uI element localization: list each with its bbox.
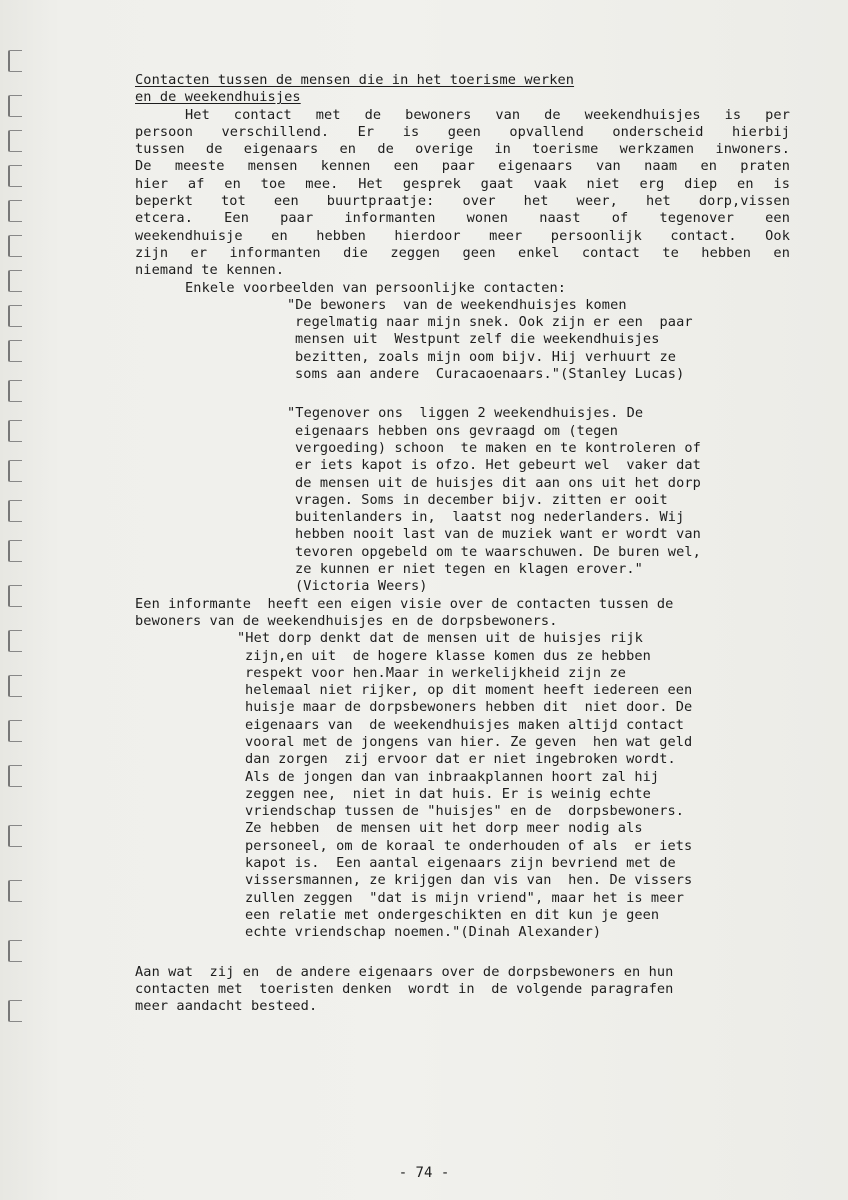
- binding-hole: [8, 585, 22, 607]
- quote-line: "De bewoners van de weekendhuisjes komen: [287, 296, 627, 313]
- quote-victoria-weers: [135, 405, 790, 595]
- quote-line: huisje maar de dorpsbewoners hebben dit niet door. De: [245, 699, 693, 716]
- paragraph-3: [135, 596, 790, 631]
- quote-line: respekt voor hen.Maar in werkelijkheid zijn ze: [245, 664, 627, 681]
- binding-hole: [8, 95, 22, 117]
- quote-line: vooral met de jongens van hier. Ze geven hen wat geld: [245, 733, 693, 750]
- text-line: Een informante heeft een eigen visie over de contacten tussen de: [135, 595, 674, 612]
- quote-line: eigenaars hebben ons gevraagd om (tegen: [295, 422, 619, 439]
- binding-hole: [8, 50, 22, 72]
- quote-line: soms aan andere Curacaoenaars."(Stanley Lucas): [295, 366, 685, 383]
- quote-line: hebben nooit last van de muziek want er wordt van: [295, 526, 701, 543]
- quote-stanley-lucas: [135, 297, 790, 383]
- quote-line: personeel, om de koraal te onderhouden of als er iets: [245, 837, 693, 854]
- quote-line: een relatie met ondergeschikten en dit kun je geen: [245, 906, 660, 923]
- quote-line: de mensen uit de huisjes dit aan ons uit het dorp: [295, 474, 701, 491]
- text-line: niemand te kennen.: [135, 262, 285, 279]
- text-line: Het contact met de bewoners van de weekendhuisjes is per: [185, 106, 790, 123]
- quote-line: bezitten, zoals mijn oom bijv. Hij verhuurt ze: [295, 348, 677, 365]
- binding-hole: [8, 420, 22, 442]
- quote-line: echte vriendschap noemen."(Dinah Alexander): [245, 924, 602, 941]
- quote-line: vragen. Soms in december bijv. zitten er ooit: [295, 491, 668, 508]
- binding-hole: [8, 940, 22, 962]
- quote-line: "Het dorp denkt dat de mensen uit de huisjes rijk: [237, 630, 643, 647]
- binding-hole: [8, 825, 22, 847]
- binding-hole: [8, 460, 22, 482]
- text-line: contacten met toeristen denken wordt in de volgende paragrafen: [135, 980, 674, 997]
- binding-hole: [8, 500, 22, 522]
- quote-line: tevoren opgebeld om te waarschuwen. De buren wel,: [295, 543, 701, 560]
- text-line: hier af en toe mee. Het gesprek gaat vaak niet erg diep en is: [135, 175, 790, 192]
- quote-line: zeggen nee, niet in dat huis. Er is weinig echte: [245, 785, 651, 802]
- text-line: meer aandacht besteed.: [135, 998, 318, 1015]
- quote-line: regelmatig naar mijn snek. Ook zijn er een paar: [295, 314, 693, 331]
- quote-line: er iets kapot is ofzo. Het gebeurt wel vaker dat: [295, 457, 701, 474]
- text-line: etcera. Een paar informanten wonen naast of tegenover een: [135, 210, 790, 227]
- text-line: persoon verschillend. Er is geen opvallend onderscheid hierbij: [135, 123, 790, 140]
- quote-line: zijn,en uit de hogere klasse komen dus ze hebben: [245, 647, 651, 664]
- text-line: beperkt tot een buurtpraatje: over het weer, het dorp,vissen: [135, 193, 790, 210]
- binding-hole: [8, 540, 22, 562]
- quote-dinah-alexander: [135, 630, 790, 941]
- quote-line: kapot is. Een aantal eigenaars zijn bevriend met de: [245, 855, 676, 872]
- text-line: De meeste mensen kennen een paar eigenaars van naam en praten: [135, 158, 790, 175]
- quote-line: ze kunnen er niet tegen en klagen erover.": [295, 561, 643, 578]
- quote-line: vriendschap tussen de "huisjes" en de dorpsbewoners.: [245, 803, 685, 820]
- binding-hole: [8, 765, 22, 787]
- quote-line: mensen uit Westpunt zelf die weekendhuisjes: [295, 331, 660, 348]
- quote-line: dan zorgen zij ervoor dat er niet ingebroken wordt.: [245, 751, 676, 768]
- quote-line: "Tegenover ons liggen 2 weekendhuisjes. De: [287, 405, 644, 422]
- binding-hole: [8, 720, 22, 742]
- binding-hole: [8, 675, 22, 697]
- binding-hole: [8, 630, 22, 652]
- quote-line: Als de jongen dan van inbraakplannen hoort zal hij: [245, 768, 660, 785]
- binding-hole: [8, 200, 22, 222]
- document-body: [135, 72, 790, 1015]
- section-heading-line-1: Contacten tussen de mensen die in het toerisme werken: [135, 72, 575, 88]
- binding-hole: [8, 880, 22, 902]
- binding-hole: [8, 270, 22, 292]
- quote-line: buitenlanders in, laatst nog nederlanders. Wij: [295, 509, 685, 526]
- quote-line: vergoeding) schoon te maken en te kontroleren of: [295, 439, 701, 456]
- binding-hole: [8, 305, 22, 327]
- text-line: bewoners van de weekendhuisjes en de dorpsbewoners.: [135, 612, 558, 629]
- quote-line: Ze hebben de mensen uit het dorp meer nodig als: [245, 820, 643, 837]
- paragraph-4: [135, 964, 790, 1016]
- binding-hole: [8, 340, 22, 362]
- binding-hole: [8, 1000, 22, 1022]
- quote-line: helemaal niet rijker, op dit moment heeft iedereen een: [245, 682, 693, 699]
- quote-line: (Victoria Weers): [295, 578, 428, 595]
- binding-hole: [8, 165, 22, 187]
- text-line: zijn er informanten die zeggen geen enkel contact te hebben en: [135, 244, 790, 261]
- examples-intro: Enkele voorbeelden van persoonlijke contacten:: [185, 279, 567, 296]
- text-line: Aan wat zij en de andere eigenaars over de dorpsbewoners en hun: [135, 963, 674, 980]
- binding-hole: [8, 380, 22, 402]
- section-heading-line-2: en de weekendhuisjes: [135, 89, 301, 106]
- binding-holes: [0, 40, 40, 1200]
- binding-hole: [8, 235, 22, 257]
- paragraph-1: [135, 107, 790, 280]
- quote-line: vissersmannen, ze krijgen dan vis van hen. De vissers: [245, 872, 693, 889]
- quote-line: eigenaars van de weekendhuisjes maken altijd contact: [245, 716, 685, 733]
- text-line: tussen de eigenaars en de overige in toerisme werkzamen inwoners.: [135, 141, 790, 158]
- page-number: - 74 -: [398, 1165, 450, 1181]
- text-line: weekendhuisje en hebben hierdoor meer persoonlijk contact. Ook: [135, 227, 790, 244]
- binding-hole: [8, 130, 22, 152]
- quote-line: zullen zeggen "dat is mijn vriend", maar het is meer: [245, 889, 685, 906]
